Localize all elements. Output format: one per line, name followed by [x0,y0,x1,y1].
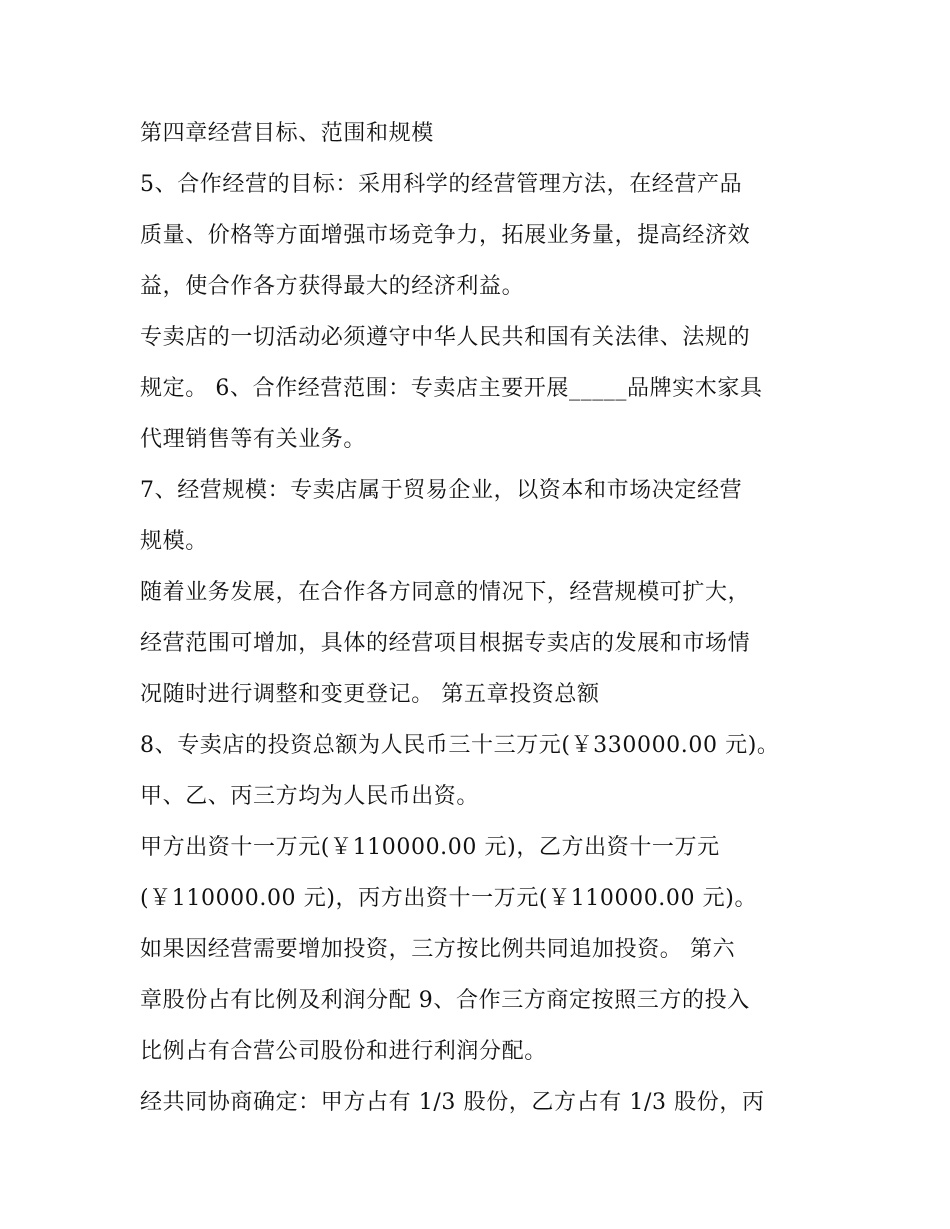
text-line: 代理销售等有关业务。 [140,427,367,452]
text-line: 质量、价格等方面增强市场竞争力，拓展业务量，提高经济效 [140,223,751,248]
text-line: 益，使合作各方获得最大的经济利益。 [140,274,525,299]
text-line: 甲、乙、丙三方均为人民币出资。 [140,784,480,809]
text-line: 规模。 [140,529,208,554]
text-line: 况随时进行调整和变更登记。 第五章投资总额 [140,682,600,707]
text-line: 甲方出资十一万元(￥110000.00 元)，乙方出资十一万元 [140,835,720,860]
text-line: 经共同协商确定：甲方占有 1/3 股份，乙方占有 1/3 股份，丙 [140,1090,765,1115]
chapter-four-heading: 第四章经营目标、范围和规模 [140,121,434,146]
text-line: 章股份占有比例及利润分配 9、合作三方商定按照三方的投入 [140,988,750,1013]
text-line: 如果因经营需要增加投资，三方按比例共同追加投资。 第六 [140,937,736,962]
document-body [140,108,830,1128]
text-line: 5、合作经营的目标：采用科学的经营管理方法，在经营产品 [140,172,743,197]
text-line: 7、经营规模：专卖店属于贸易企业，以资本和市场决定经营 [140,478,743,503]
text-line: 经营范围可增加，具体的经营项目根据专卖店的发展和市场情 [140,631,751,656]
text-line: 专卖店的一切活动必须遵守中华人民共和国有关法律、法规的 [140,325,751,350]
text-line: 随着业务发展，在合作各方同意的情况下，经营规模可扩大， [140,580,751,605]
text-line: (￥110000.00 元)，丙方出资十一万元(￥110000.00 元)。 [140,886,758,911]
text-line: 比例占有合营公司股份和进行利润分配。 [140,1039,547,1064]
text-line: 8、专卖店的投资总额为人民币三十三万元(￥330000.00 元)。 [140,733,780,758]
text-line: 规定。 6、合作经营范围：专卖店主要开展_____品牌实木家具 [140,376,763,401]
